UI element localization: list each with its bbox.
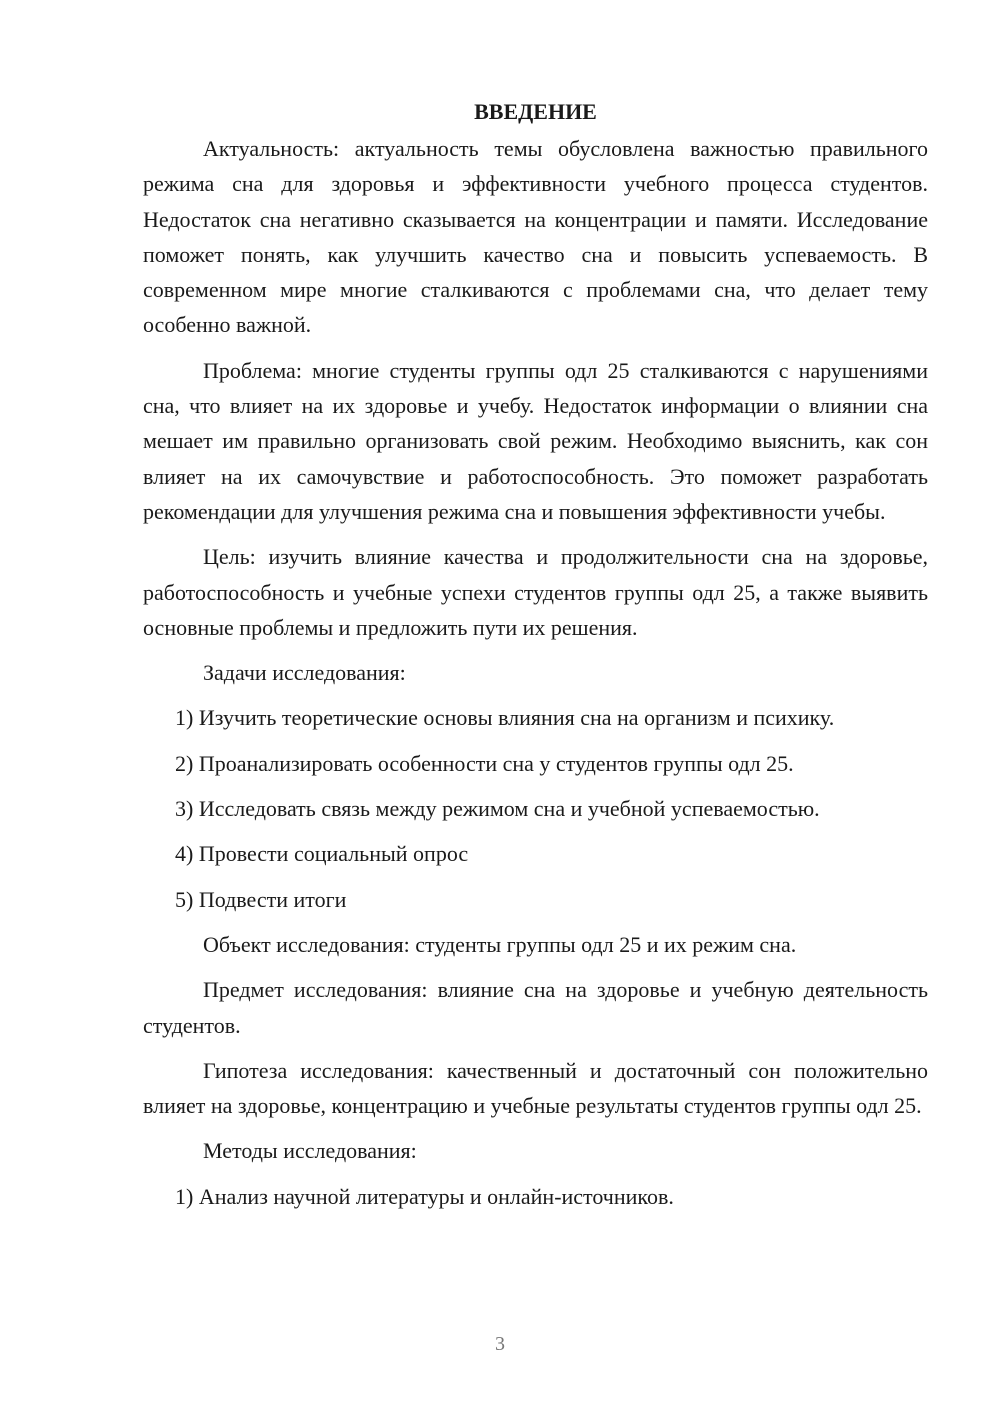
object-paragraph: Объект исследования: студенты группы одл 25 и их режим сна.	[203, 931, 797, 957]
goal-paragraph: Цель: изучить влияние качества и продолжительности сна на здоровье, работоспособность и учебные успехи студентов группы одл 25, а также выявить основные проблемы и предложить пути их решения.	[143, 544, 928, 640]
problem-paragraph: Проблема: многие студенты группы одл 25 сталкиваются с нарушениями сна, что влияет на их здоровье и учебу. Недостаток информации о влиянии сна мешает им правильно организовать свой режим. Необходимо выяснить, как сон влияет на их самочувствие и работоспособность. Это поможет разработать рекомендации для улучшения режима сна и повышения эффективности учебы.	[143, 357, 928, 524]
document-page	[143, 95, 928, 1224]
task-item: 5) Подвести итоги	[175, 886, 347, 912]
task-item: 4) Провести социальный опрос	[175, 841, 469, 867]
hypothesis-paragraph: Гипотеза исследования: качественный и достаточный сон положительно влияет на здоровье, концентрацию и учебные результаты студентов группы одл 25.	[143, 1057, 928, 1119]
page-number: 3	[495, 1333, 505, 1355]
task-item: 2) Проанализировать особенности сна у студентов группы одл 25.	[175, 750, 794, 776]
subject-paragraph: Предмет исследования: влияние сна на здоровье и учебную деятельность студентов.	[143, 977, 928, 1038]
relevance-paragraph: Актуальность: актуальность темы обусловлена важностью правильного режима сна для здоровья и эффективности учебного процесса студентов. Недостаток сна негативно сказывается на концентрации и памяти. Исследование поможет понять, как улучшить качество сна и повысить успеваемость. В современном мире многие сталкиваются с проблемами сна, что делает тему особенно важной.	[143, 136, 928, 338]
task-item: 1) Изучить теоретические основы влияния сна на организм и психику.	[175, 705, 835, 731]
task-item: 3) Исследовать связь между режимом сна и учебной успеваемостью.	[175, 796, 820, 822]
methods-heading: Методы исследования:	[203, 1138, 417, 1164]
method-item: 1) Анализ научной литературы и онлайн-источников.	[175, 1183, 674, 1209]
section-heading: ВВЕДЕНИЕ	[474, 99, 597, 124]
tasks-heading: Задачи исследования:	[203, 660, 406, 686]
